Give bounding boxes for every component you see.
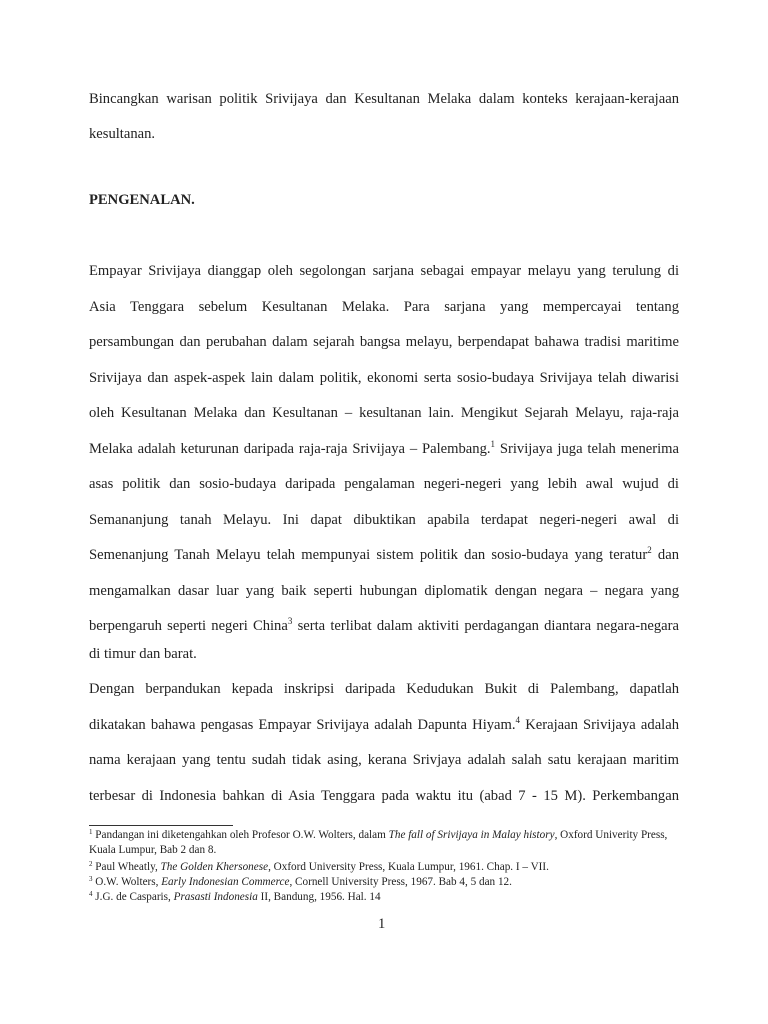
text-run: kesultanan. (89, 126, 156, 142)
text-line (89, 582, 679, 600)
footnote-ref: 1 (89, 828, 93, 836)
footnote (89, 890, 681, 905)
text-line (89, 90, 679, 108)
text-line (89, 475, 679, 493)
text-line (89, 298, 679, 316)
text-run: Empayar Srivijaya dianggap oleh segolongan sarjana sebagai empayar melayu yang terulung di (89, 263, 679, 279)
text-line (89, 333, 679, 351)
text-line (89, 751, 679, 769)
text-run: Paul Wheatly, (92, 861, 161, 873)
text-line (89, 369, 679, 387)
text-run: Dengan berpandukan kepada inskripsi daripada Kedudukan Bukit di Palembang, dapatlah (89, 681, 679, 697)
footnote (89, 828, 681, 857)
text-run: Srivijaya juga telah menerima (495, 441, 679, 457)
page-number: 1 (378, 916, 386, 932)
text-run: , Cornell University Press, 1967. Bab 4, 5 dan 12. (289, 876, 512, 888)
text-line (89, 787, 679, 805)
text-line (89, 262, 679, 280)
text-line (89, 125, 679, 143)
text-line (89, 511, 679, 529)
footnote-ref: 3 (287, 616, 293, 626)
text-line (89, 617, 679, 635)
footnote-ref: 4 (89, 890, 93, 898)
text-run: nama kerajaan yang tentu sudah tidak asing, kerana Srivjaya adalah salah satu kerajaan maritim (89, 752, 679, 768)
text-run: Srivijaya dan aspek-aspek lain dalam politik, ekonomi serta sosio-budaya Srivijaya telah diwarisi (89, 370, 679, 386)
text-run: berpengaruh seperti negeri China (89, 618, 288, 634)
footnote-ref: 4 (515, 715, 521, 725)
text-line (89, 645, 679, 663)
text-run: O.W. Wolters, (92, 876, 162, 888)
text-line (89, 440, 679, 458)
footnote (89, 875, 681, 890)
text-run: , Oxford Univerity Press, Kuala Lumpur, Bab 2 dan 8. (89, 829, 668, 856)
text-run: Pandangan ini diketengahkan oleh Profesor O.W. Wolters, dalam (92, 829, 389, 841)
footnote-ref: 2 (647, 545, 652, 555)
text-run: terbesar di Indonesia bahkan di Asia Tenggara pada waktu itu (abad 7 - 15 M). Perkembangan (89, 788, 679, 804)
text-run: serta terlibat dalam aktiviti perdagangan diantara negara-negara (292, 618, 679, 634)
text-run: Semananjung tanah Melayu. Ini dapat dibuktikan apabila terdapat negeri-negeri awal di (89, 512, 679, 528)
text-run: dikatakan bahawa pengasas Empayar Srivijaya adalah Dapunta Hiyam. (89, 717, 516, 733)
text-run: Melaka adalah keturunan daripada raja-raja Srivijaya – Palembang. (89, 441, 491, 457)
text-run: II, Bandung, 1956. Hal. 14 (257, 891, 381, 903)
text-run: , Oxford University Press, Kuala Lumpur, 1961. Chap. I – VII. (268, 861, 549, 873)
text-line (89, 716, 679, 734)
text-run: persambungan dan perubahan dalam sejarah bangsa melayu, berpendapat bahawa tradisi maritime (89, 334, 679, 350)
footnote-ref: 2 (89, 860, 93, 868)
text-run: Early Indonesian Commerce (161, 876, 290, 888)
footnote-ref: 3 (89, 875, 93, 883)
text-line (89, 680, 679, 698)
footnote-ref: 1 (490, 439, 496, 449)
text-run: Semenanjung Tanah Melayu telah mempunyai sistem politik dan sosio-budaya yang teratur (89, 547, 648, 563)
text-run: The Golden Khersonese (160, 861, 269, 873)
text-run: dan (651, 547, 679, 563)
section-heading: PENGENALAN. (89, 192, 195, 208)
text-run: The fall of Srivijaya in Malay history (388, 829, 555, 841)
footnote-divider (89, 825, 233, 826)
text-run: Asia Tenggara sebelum Kesultanan Melaka. Para sarjana yang mempercayai tentang (89, 299, 679, 315)
text-line (89, 546, 679, 564)
text-run: di timur dan barat. (89, 646, 197, 662)
text-run: J.G. de Casparis, (92, 891, 174, 903)
footnote (89, 860, 681, 875)
text-run: asas politik dan sosio-budaya daripada pengalaman negeri-negeri yang lebih awal wujud di (89, 476, 679, 492)
text-run: Kerajaan Srivijaya adalah (520, 717, 680, 733)
text-run: Bincangkan warisan politik Srivijaya dan Kesultanan Melaka dalam konteks kerajaan-kerajaan (89, 91, 679, 107)
text-line (89, 404, 679, 422)
text-run: mengamalkan dasar luar yang baik seperti hubungan diplomatik dengan negara – negara yang (89, 583, 679, 599)
text-run: Prasasti Indonesia (173, 891, 258, 903)
text-run: oleh Kesultanan Melaka dan Kesultanan – kesultanan lain. Mengikut Sejarah Melayu, raja-raja (89, 405, 679, 421)
